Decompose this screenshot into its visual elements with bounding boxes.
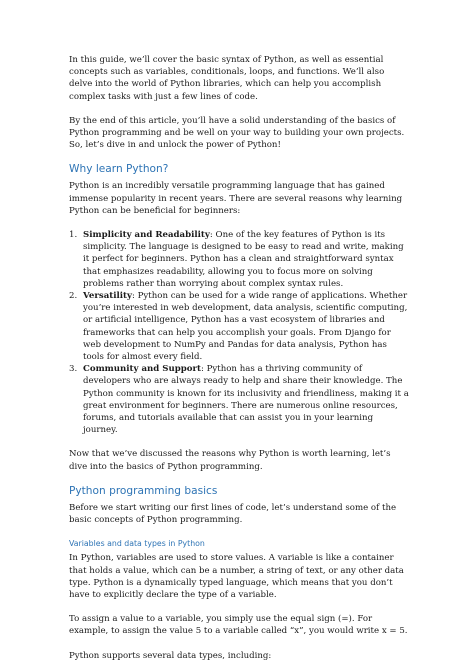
list-text: : One of the key features of Python is its simplicity. The language is designed to be easy to read and write, making it perfect for beginners. Python has a clean and straightforward syntax that emphasizes readability, allowing you to focus more on solving problems rather than worrying about complex syntax rules.: [83, 230, 404, 289]
list-term: Versatility: [83, 291, 133, 302]
why-intro-paragraph: Python is an incredibly versatile programming language that has gained immense popularity in recent years. There are several reasons why learning Python can be beneficial for beginners:: [69, 181, 403, 216]
variables-paragraph-2: To assign a value to a variable, you simply use the equal sign (=). For example, to assign the value 5 to a variable called “x”, you would write x = 5.: [69, 614, 408, 637]
list-term: Simplicity and Readability: [83, 230, 210, 241]
list-item: [69, 363, 410, 436]
basics-heading: Python programming basics: [69, 484, 218, 497]
why-outro-paragraph: Now that we’ve discussed the reasons why Python is worth learning, let’s dive into the basics of Python programming.: [69, 449, 391, 472]
variables-paragraph-3: Python supports several data types, including:: [69, 650, 272, 661]
list-number: 2.: [69, 291, 78, 302]
list-text: : Python has a thriving community of developers who are always ready to help and share their knowledge. The Python community is known for its inclusivity and friendliness, making it a great environment for beginners. There are numerous online resources, forums, and tutorials available that can assist you in your learning journey.: [83, 364, 409, 436]
intro-paragraph-1: In this guide, we’ll cover the basic syntax of Python, as well as essential concepts such as variables, conditionals, loops, and functions. We’ll also delve into the world of Python libraries, which can help you accomplish complex tasks with just a few lines of code.: [69, 55, 385, 102]
list-text: : Python can be used for a wide range of applications. Whether you’re interested in web development, data analysis, scientific computing, or artificial intelligence, Python has a vast ecosystem of libraries and frameworks that can help you accomplish your goals. From Django for web development to NumPy and Pandas for data analysis, Python has tools for almost every field.: [83, 291, 408, 363]
list-item: [69, 290, 410, 363]
list-item: [69, 229, 410, 290]
list-number: 1.: [69, 230, 78, 241]
basics-intro-paragraph: Before we start writing our first lines of code, let’s understand some of the basic concepts of Python programming.: [69, 502, 397, 526]
why-learn-heading: Why learn Python?: [69, 163, 169, 176]
list-term: Community and Support: [83, 364, 201, 375]
reasons-list: [69, 229, 410, 436]
variables-paragraph-1: In Python, variables are used to store values. A variable is like a container that holds a value, which can be a number, a string of text, or any other data type. Python is a dynamically typed language, which means that you don’t have to explicitly declare the type of a variable.: [69, 553, 404, 600]
variables-subheading: Variables and data types in Python: [69, 539, 205, 549]
list-number: 3.: [69, 364, 78, 375]
intro-paragraph-2: By the end of this article, you’ll have a solid understanding of the basics of Python programming and be well on your way to building your own projects. So, let’s dive in and unlock the power of Python!: [69, 115, 405, 151]
